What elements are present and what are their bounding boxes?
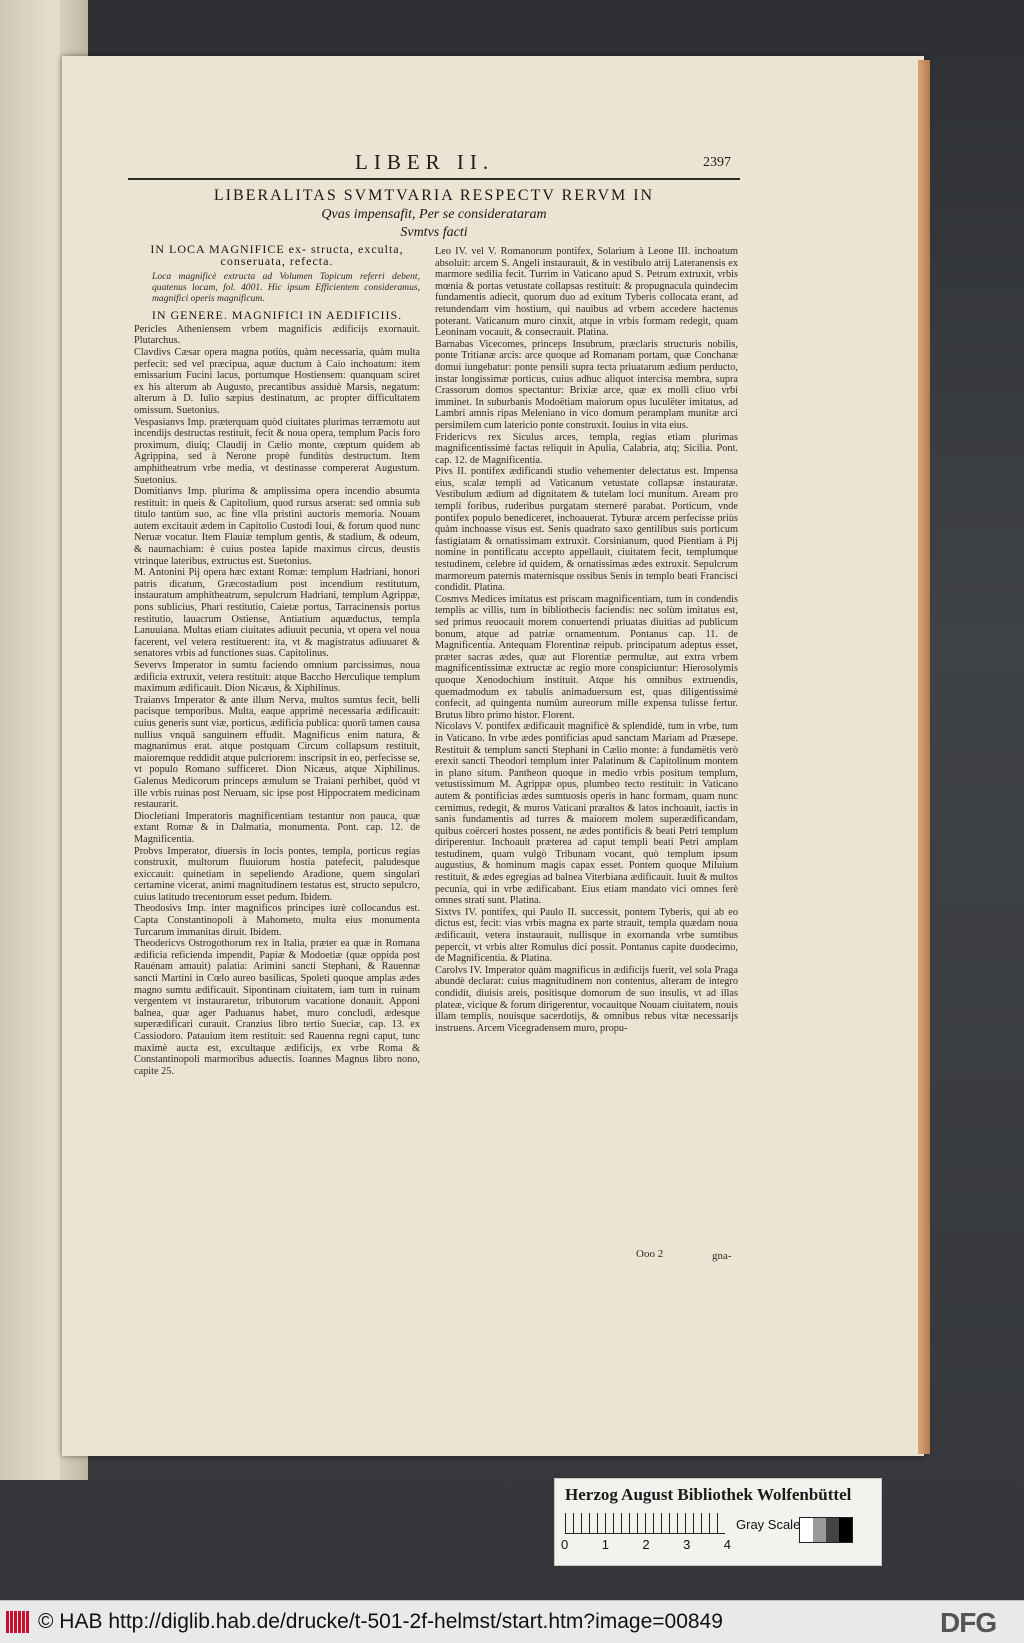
grayscale-label: Gray Scale [736, 1517, 801, 1532]
institution-name: Herzog August Bibliothek Wolfenbüttel [565, 1485, 852, 1504]
ruler-label: 1 [601, 1537, 609, 1552]
scale-ruler [565, 1513, 725, 1534]
ruler-labels [561, 1537, 731, 1552]
paragraph: Vespasianvs Imp. præterquam quòd ciuitates plurimas terræmotu aut incendijs destructas restituit, fecit & noua opera, templum Pacis foro proximum, diuiq; Claudij in Cælio monte, cœptum quidem ab Agrippina, sed à Nerone propè funditùs destructum. Item amphitheatrum vrbe media, vt destinasse compererat Augustum. Suetonius. [134, 416, 420, 486]
section-note: Loca magnificè extructa ad Volumen Topicum referri debent, quatenus locam, fol. 4001. Hic ipsum Efficientem consideramus, magnifici operis magnificum. [152, 271, 420, 305]
ruler-label: 2 [642, 1537, 650, 1552]
paragraph: Leo IV. vel V. Romanorum pontifex, Solarium à Leone III. inchoatum absoluit: arcem S. Angeli instaurauit, & in vestibulo atrij Lateranensis ex marmore sedilia fecit. Turrim in Vaticano apud S. Petrum extruxit, vrbis mœnia & portas vetustate collapsas restituit: & propugnacula quindecim fundamentis adiecit, quorum duo ad exitum Tyberis collocata erant, ad retundendam vim hostium, qui nauibus ad vrbem accedere hactenus poterant. Vaticanum muro cinxit, atque in vrbis formam redegit, quam Leoninam vocauit, & consecrauit. Platina. [435, 246, 738, 339]
paragraph: Domitianvs Imp. plurima & amplissima opera incendio absumta restituit: in queis & Capitolium, quod rursus arserat: sed omnia sub titulo tantùm suo, ac fine vlla pristini auctoris memoria. Nouam autem excitauit ædem in Capitolio Custodi Ioui, & forum quod nunc Neruæ vocatur. Item Flauiæ templum gentis, & stadium, & odeum, & naumachiam: è cuius postea lapide maximus circus, deustis vtrinque lateribus, extructus est. Suetonius. [134, 486, 420, 567]
paragraph: M. Antonini Pij opera hæc extant Romæ: templum Hadriani, honori patris dicatum, Græcostadium post incendium restitutum, instauratum amphitheatrum, sepulcrum Hadriani, templum Agrippæ, pons sublicius, Phari restitutio, Caietæ portus, Tarracinensis portus restitutio, lauacrum Ostiense, Antiatium aquæductus, templa Lanuuiana. Multas etiam ciuitates adiuuit pecunia, vt opera vel noua facerent, vel vetera restituerent: ita, vt & magistratus adiuuaret & senatores vrbis ad functiones suas. Capitolinus. [134, 567, 420, 660]
signature-mark: Ooo 2 [636, 1248, 664, 1260]
header-rule [128, 178, 740, 180]
catchword: gna- [712, 1250, 732, 1262]
ruler-label: 3 [683, 1537, 691, 1552]
dfg-logo: DFG [940, 1607, 997, 1638]
paragraph: Probvs Imperator, diuersis in locis pontes, templa, porticus regias construxit, multorum fluuiorum hostia patefecit, paludesque exiccauit: quinetiam in sepeliendo Aradione, quem singulari certamine vicerat, animi magnitudinem testatus est, structo sepulcro, cuius latitudo trecentorum esset pedum. Ibidem. [134, 845, 420, 903]
paragraph: Nicolavs V. pontifex ædificauit magnificè & splendidè, tum in vrbe, tum in Vaticano. In vrbe ædes pontificias apud sanctam Mariam ad Præsepe. Restituit & templum sancti Stephani in Cælio monte: à fundamëtis verò erexit sancti Theodori templum inter Palatinum & Capitolinum montem in plano situm. Pantheon quoque in medio vrbis positum templum, vetustissimum M. Agrippæ opus, plumbeo tecto restituit: in Vaticano autem & pontificias ædes sumtuosis operis in hanc formam, quam nunc cernimus, redegit, & muros Vaticani præaltos & latos inchoauit, iactis in sanis fundamentis ad turres & maiorem molem superædificandam, quibus coërceri hostes possent, ne ædes pontificis & beati Petri templum diriperentur. Inchoauit præterea ad caput templi beati Petri amplam testudinem, quam vulgò Tribunam vocant, quò templum ipsum augustius, & hominum magis capax esset. Pontem quoque Miluium restituit, & ædes egregias ad balnea Viterbiana ædificauit. Iuuit & multos pecunia, qui in vrbe ædificabant. Eius etiam mandato vici omnes ferè omnes strati sunt. Platina. [435, 721, 738, 907]
title-line-2: Qvas impensafit, Per se considerataram [321, 207, 547, 222]
paragraph: Theodosivs Imp. inter magnificos principes iurè collocandus est. Capta Constantinopoli à Mahometo, multa eius monumenta Turcarum immanitas diruit. Ibidem. [134, 903, 420, 938]
paragraph: Diocletiani Imperatoris magnificentiam testantur non pauca, quæ extant Romæ & in Dalmatia, monumenta. Pont. cap. 12. de Magnificentia. [134, 810, 420, 845]
paragraph: Pivs II. pontifex ædificandi studio vehementer delectatus est. Impensa eius, scalæ templi ad Vaticanum vetustate collapsæ instauratæ. Vestibulum ædium ad dignitatem & tutelam loci munitum. Aream pro templi foribus, ruderibus purgatam sterneré parabat. Porticum, vnde pontifex populo benediceret, inchoauerat. Tyburæ arcem perfecisse priùs quàm inchoasse visus est. Senis quadrato saxo gentilibus suis porticum fastigiatam & ornatissimam extruxit. Corsinianum, quod Pientiam à Pij nomine in pontificatu accepto appellauit, ciuitatem fecit, templumque testudinem, celebre id quidem, & ornatissimas ædes extruxit. Sepulcrum marmoreum paternis maternisque ossibus Senis in templo beati Francisci condidit. Platina. [435, 466, 738, 594]
footer-bar [0, 1600, 1024, 1643]
gray-swatch [839, 1518, 852, 1542]
section-heading: IN LOCA MAGNIFICE ex- structa, exculta, conseruata, refecta. [150, 242, 404, 268]
hab-bars-icon [6, 1611, 32, 1633]
grayscale-swatches [799, 1517, 853, 1543]
right-column [435, 246, 738, 1034]
paragraph: Pericles Atheniensem vrbem magnificis ædificijs exornauit. Plutarchus. [134, 323, 420, 347]
paragraph: Cosmvs Medices imitatus est priscam magnificentiam, tum in condendis templis ac villis, tum in bibliothecis faciendis: nec solùm imitatus est, sed primus reuocauit morem conuertendi priuatas diuitias ad publicum bonum, atque ad patriæ ornamentum. Pontanus cap. 11. de Magnificentia. Antequam Florentinæ reipub. principatum adeptus esset, præter sacras ædes, quæ aut Florentiæ permultæ, aut extra vrbem magnificentissimæ extructæ ac regio more conspiciuntur: Hierosolymis quoque Xenodochium instituit. Atque his omnibus extruendis, quemadmodum ex tabulis animaduersum est, quas diligentissimè confecit, ad quingenta numûm aureorum mille expensa tulisse fertur. Brutus libro primo histor. Florent. [435, 593, 738, 721]
page-number: 2397 [703, 155, 731, 170]
page-fore-edge [918, 60, 930, 1454]
ruler-label: 4 [723, 1537, 731, 1552]
gray-swatch [826, 1518, 839, 1542]
paragraph: Clavdivs Cæsar opera magna potiùs, quàm necessaria, quàm multa perfecit: sed vel præcipua, aquæ ductum à Caio inchoatum: item emissarium Fucini lacus, portumque Hostiensem: quanquam sciret ex his alterum ab Augusto, precantibus assiduè Marsis, negatum: alterum à D. Iulio sæpius destinatum, ac propter difficultatem omissum. Suetonius. [134, 346, 420, 416]
running-head: LIBER II. [355, 150, 495, 174]
title-block [128, 186, 740, 242]
subsection-heading: IN GENERE. MAGNIFICI IN AEDIFICIIS. [151, 308, 403, 323]
ruler-label: 0 [561, 1537, 569, 1552]
paragraph: Barnabas Vicecomes, princeps Insubrum, præclaris structuris nobilis, ponte Tritianæ arcis: arce quoque ad Romanam portam, quæ Conchanæ domui iungebatur: ponte pensili supra tecta priuatarum ædium perducto, instar longissimæ porticus, cuius adhuc aliquot intercisa membra, supra Crassorum domos spectantur: Brixiæ arce, quæ ex molli cliuo vrbi imminet. In suburbanis Modoëtiam maiorum opus luculëter imitatus, ad Lambri amnis ripas Meleniano in vico domum peramplam munitæ arci persimilem cum latericio ponte construxit. Iouius in vita eius. [435, 338, 738, 431]
paragraph: Fridericvs rex Siculus arces, templa, regias etiam plurimas magnificentissimè factas reliquit in Apulia, Calabria, atq; Sicilia. Pont. cap. 12. de Magnificentia. [435, 431, 738, 466]
footer-url[interactable]: © HAB http://diglib.hab.de/drucke/t-501-2f-helmst/start.htm?image=00849 [38, 1610, 723, 1633]
paragraph: Carolvs IV. Imperator quàm magnificus in ædificijs fuerit, vel sola Praga abundè declarat: cuius magnitudinem non contentus, alteram de integro condidit, diuisis areis, positisque domorum de suo insulis, vt ad illas plateæ, vicique & forum dirigerentur, vocauitque Nouam ciuitatem, nouis illam templis, nouisque sacerdotijs, & omnibus rebus vitæ necessarijs instruens. Arcem Vicegradensem muro, propu- [435, 964, 738, 1034]
gray-swatch [813, 1518, 826, 1542]
color-calibration-card [554, 1478, 882, 1566]
left-column [134, 244, 420, 1077]
gray-swatch [800, 1518, 813, 1542]
paragraph: Sixtvs IV. pontifex, qui Paulo II. successit, pontem Tyberis, qui ab eo dictus est, fecit: vias vrbis magna ex parte strauit, templa quædam noua ædificauit, vetera instaurauit, nullisque in exornanda vrbe sumtibus pepercit, vt vrbis alter Romulus dici possit. Pontanus capite duodecimo, de Magnificentia. & Platina. [435, 906, 738, 965]
paragraph: Traianvs Imperator & ante illum Nerva, multos sumtus fecit, belli pacisque temporibus. Multa, eaque apprimè necessaria ædificauit: cuius generis sunt viæ, porticus, ædificia publica: quorū tamen causa nullius vnquā sanguinem effudit. Magnificus enim natura, & magnanimus erat. atque postquam Circum collapsum restituit, maioremque reddidit atque pulcriorem: inscripsit in eo, perfecisse se, vt populo Romano sufficeret. Dion Nicæus, atque Xiphilinus. Galenus Medicorum princeps æmulum se Traiani perhibet, quòd vt ille vrbis ruinas post Neruam, sic ipse post Hippocratem medicinam restaurarit. [134, 694, 420, 811]
title-line-1: LIBERALITAS SVMTVARIA RESPECTV RERVM IN [213, 187, 655, 204]
title-line-3: Svmtvs facti [400, 225, 468, 240]
paragraph: Severvs Imperator in sumtu faciendo omnium parcissimus, noua ædificia extruxit, vetera restituit: atque Baccho Herculique templum maximum ædificauit. Dion Nicæus, & Xiphilinus. [134, 660, 420, 695]
paragraph: Theodericvs Ostrogothorum rex in Italia, præter ea quæ in Romana ædificia reficienda impendit, Papiæ & Modoetiæ (quæ oppida post Rauénam amauit) palatia: Arimini sancti Stephani, & Rauennæ sancti Martini in Cœlo aureo basilicas, Spoleti quoque amplas ædes magno sumtu ædificauit. Sipontinam ciuitatem, iam tum in ruinam vergentem vt instauraretur, tributorum vacatione donauit. Apponi balnea, quæ ager Paduanus habet, muro concludi, ædesque superædificari curauit. Cranzius libro tertio Sueciæ, cap. 13. ex Cassiodoro. Patauium item restituit: sed Rauenna regni caput, tunc maximè aucta est, excultaque ædificijs, ex vrbe Roma & Constantinopoli marmoribus aduectis. Ioannes Magnus libro nono, capite 25. [134, 938, 420, 1077]
